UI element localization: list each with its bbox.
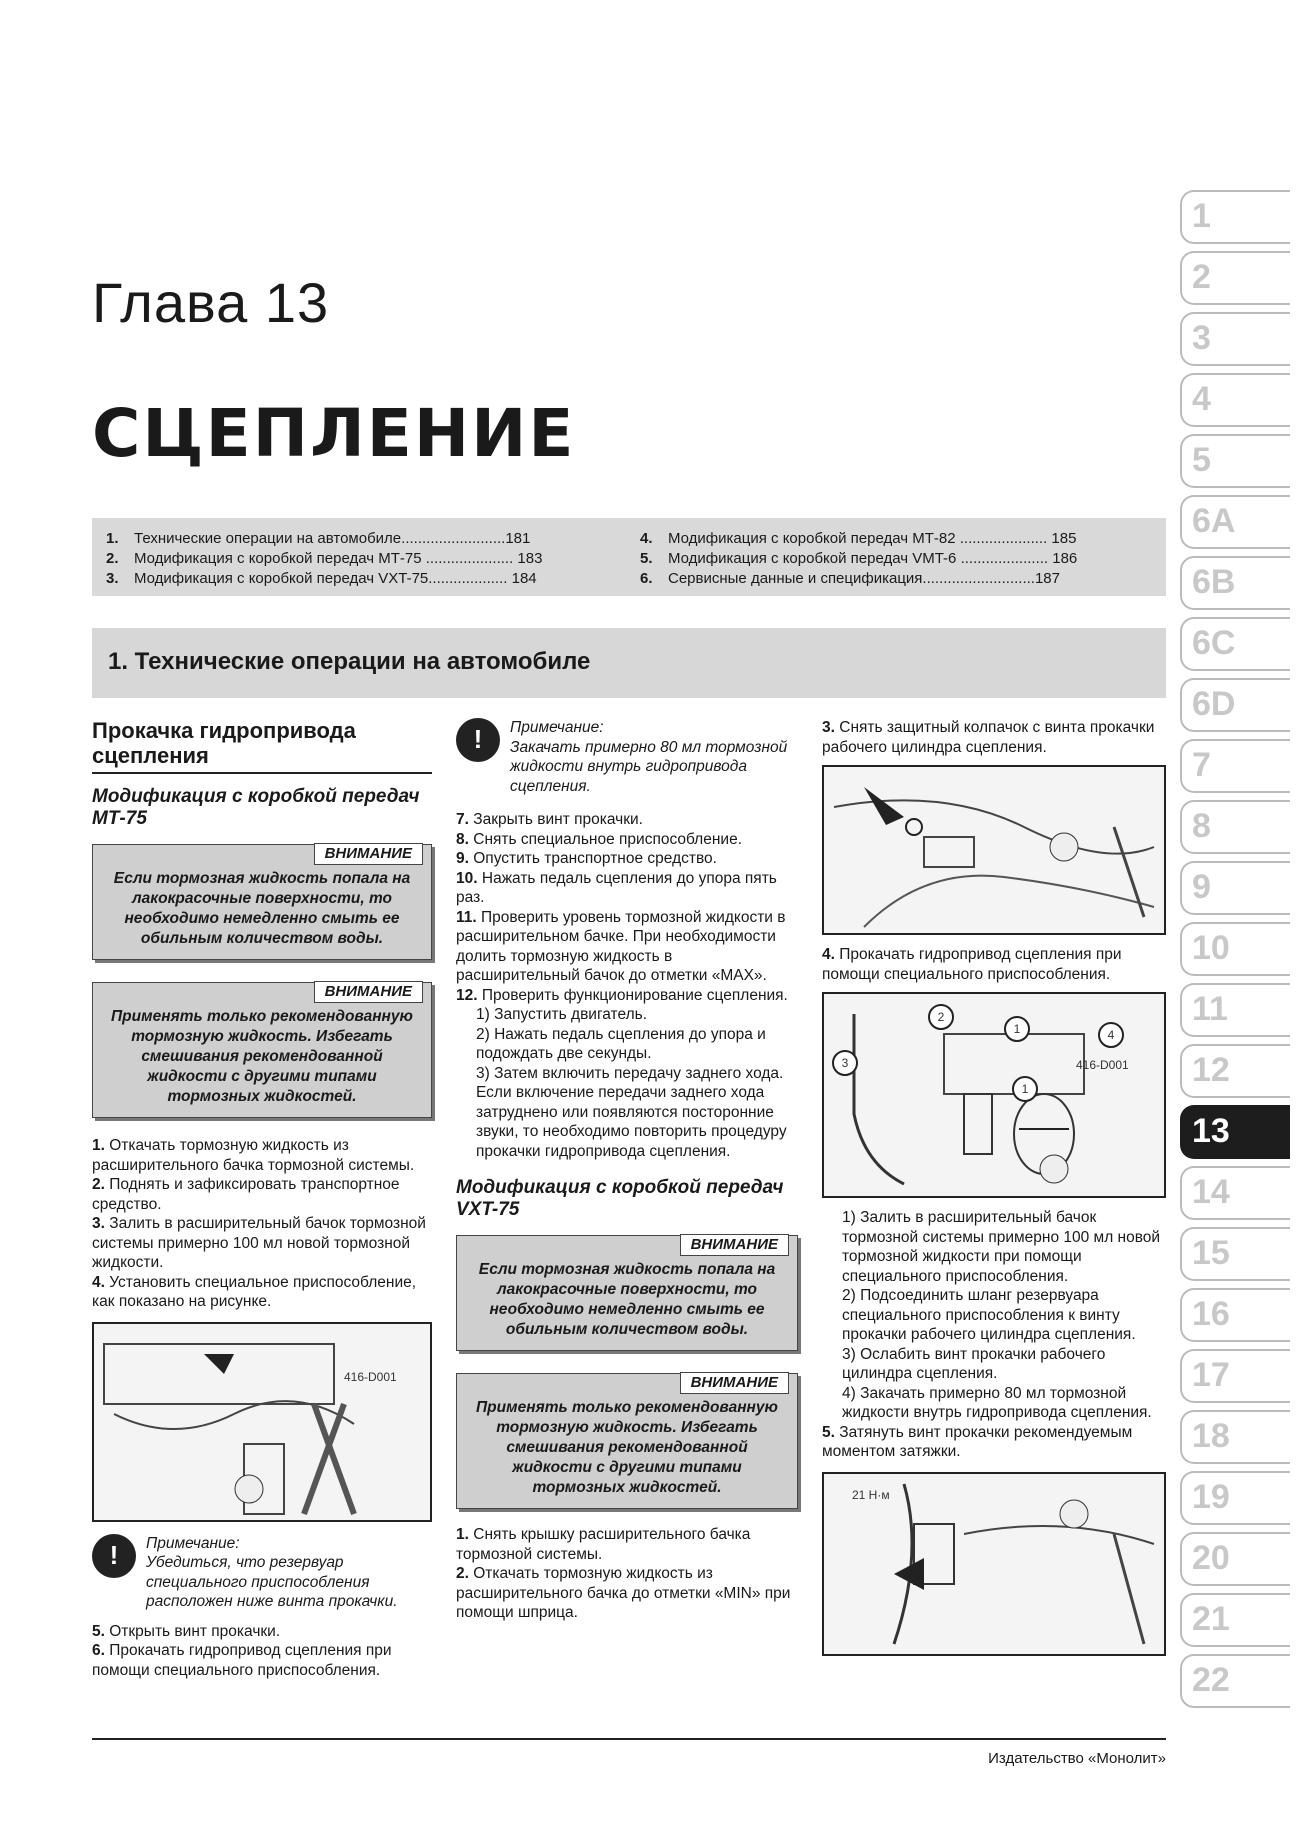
substep: 2) Нажать педаль сцепления до упора и подождать две секунды. (476, 1025, 766, 1062)
table-of-contents (92, 518, 1166, 596)
column-3 (822, 718, 1166, 1656)
chapter-title: СЦЕПЛЕНИЕ (92, 395, 576, 472)
tab-chapter-7[interactable]: 7 (1180, 739, 1290, 793)
note-text: Закачать примерно 80 мл тормозной жидкости внутрь гидропривода сцепления. (510, 738, 788, 795)
step: 12. Проверить функционирование сцепления. (456, 986, 788, 1004)
publisher: Издательство «Монолит» (988, 1750, 1166, 1767)
note-title: Примечание: (510, 719, 604, 736)
substep: 3) Затем включить передачу заднего хода. Если включение передачи заднего хода затруднено или появляются посторонние звуки, то необходимо повторить процедуру прокачки гидропривода сцепления. (476, 1064, 787, 1160)
step: 8. Снять специальное приспособление. (456, 830, 742, 848)
warning-box: ВНИМАНИЕ Если тормозная жидкость попала на лакокрасочные поверхности, то необходимо немедленно смыть ее обильным количеством воды. (456, 1235, 798, 1351)
callout-4: 4 (1098, 1022, 1124, 1048)
figure-bleeder-tool (92, 1322, 432, 1522)
step: 11. Проверить уровень тормозной жидкости в расширительном бачке. При необходимости долить тормозную жидкость в расширительный бачок до отметки «МАХ». (456, 908, 786, 984)
step: 6. Прокачать гидропривод сцепления при помощи специального приспособления. (92, 1642, 392, 1679)
engine-illustration (94, 1324, 432, 1520)
figure-code: 416-D001 (1076, 1058, 1129, 1072)
modification-heading: Модификация с коробкой передач VXT-75 (456, 1177, 784, 1220)
section-header (92, 628, 1166, 698)
tab-chapter-10[interactable]: 10 (1180, 922, 1290, 976)
tab-chapter-18[interactable]: 18 (1180, 1410, 1290, 1464)
step: 10. Нажать педаль сцепления до упора пять раз. (456, 869, 777, 906)
step: 1. Снять крышку расширительного бачка тормозной системы. (456, 1526, 751, 1563)
tab-chapter-12[interactable]: 12 (1180, 1044, 1290, 1098)
warning-box: ВНИМАНИЕ Применять только рекомендованную тормозную жидкость. Избегать смешивания рекомендованной жидкости с другими типами тормозных жидкостей. (92, 982, 432, 1118)
toc-item[interactable]: 3. Модификация с коробкой передач VXT-75................... 184 (106, 570, 537, 587)
tab-chapter-14[interactable]: 14 (1180, 1166, 1290, 1220)
section-title: 1. Технические операции на автомобиле (108, 648, 591, 675)
figure-bleed-cap (822, 765, 1166, 935)
step-list (456, 1525, 798, 1623)
substep: 3) Ослабить винт прокачки рабочего цилиндра сцепления. (842, 1345, 1106, 1382)
step: 4. Прокачать гидропривод сцепления при помощи специального приспособления. (822, 946, 1122, 983)
tab-chapter-16[interactable]: 16 (1180, 1288, 1290, 1342)
column-1 (92, 718, 432, 1680)
note-text: Убедиться, что резервуар специального приспособления расположен ниже винта прокачки. (146, 1554, 398, 1610)
tab-chapter-21[interactable]: 21 (1180, 1593, 1290, 1647)
callout-2: 2 (928, 1004, 954, 1030)
tab-chapter-2[interactable]: 2 (1180, 251, 1290, 305)
step: 9. Опустить транспортное средство. (456, 850, 717, 867)
tab-chapter-22[interactable]: 22 (1180, 1654, 1290, 1708)
tab-chapter-20[interactable]: 20 (1180, 1532, 1290, 1586)
warning-label: ВНИМАНИЕ (314, 981, 423, 1003)
cylinder-illustration (824, 767, 1166, 933)
callout-1: 1 (1004, 1016, 1030, 1042)
figure-torque (822, 1472, 1166, 1656)
callout-1b: 1 (1012, 1076, 1038, 1102)
step-list (822, 1208, 1166, 1462)
tab-chapter-15[interactable]: 15 (1180, 1227, 1290, 1281)
warning-label: ВНИМАНИЕ (680, 1372, 789, 1394)
substep: 1) Запустить двигатель. (476, 1006, 648, 1023)
tab-chapter-6a[interactable]: 6A (1180, 495, 1290, 549)
step: 1. Откачать тормозную жидкость из расширительного бачка тормозной системы. (92, 1137, 415, 1174)
substep: 2) Подсоединить шланг резервуара специального приспособления к винту прокачки рабочего цилиндра сцепления. (842, 1287, 1136, 1343)
step: 2. Откачать тормозную жидкость из расширительного бачка до отметки «MIN» при помощи шприца. (456, 1565, 791, 1621)
step-list (92, 1136, 432, 1312)
substep: 4) Закачать примерно 80 мл тормозной жидкости внутрь гидропривода сцепления. (842, 1384, 1152, 1421)
warning-label: ВНИМАНИЕ (680, 1234, 789, 1256)
note-title: Примечание: (146, 1534, 240, 1552)
step: 5. Открыть винт прокачки. (92, 1622, 281, 1640)
substep: 1) Залить в расширительный бачок тормозной системы примерно 100 мл новой тормозной жидкости при помощи специального приспособления. (842, 1209, 1161, 1285)
callout-3: 3 (832, 1050, 858, 1076)
footer-divider (92, 1738, 1166, 1740)
tab-chapter-11[interactable]: 11 (1180, 983, 1290, 1037)
toc-item[interactable]: 1. Технические операции на автомобиле.........................181 (106, 530, 531, 547)
tab-chapter-8[interactable]: 8 (1180, 800, 1290, 854)
tab-chapter-19[interactable]: 19 (1180, 1471, 1290, 1525)
toc-item[interactable]: 2. Модификация с коробкой передач МТ-75 ..................... 183 (106, 550, 543, 567)
warning-box: ВНИМАНИЕ Применять только рекомендованную тормозную жидкость. Избегать смешивания рекомендованной жидкости с другими типами тормозных жидкостей. (456, 1373, 798, 1509)
column-2 (456, 718, 798, 1623)
step: 3. Снять защитный колпачок с винта прокачки рабочего цилиндра сцепления. (822, 719, 1155, 756)
toc-item[interactable]: 5. Модификация с коробкой передач VMT-6 ..................... 186 (640, 550, 1078, 567)
tab-chapter-17[interactable]: 17 (1180, 1349, 1290, 1403)
toc-item[interactable]: 6. Сервисные данные и спецификация...........................187 (640, 570, 1060, 587)
tab-chapter-9[interactable]: 9 (1180, 861, 1290, 915)
step: 3. Залить в расширительный бачок тормозной системы примерно 100 мл новой тормозной жидкости. (92, 1215, 426, 1271)
info-icon: ! (92, 1534, 136, 1578)
tab-chapter-4[interactable]: 4 (1180, 373, 1290, 427)
note-box (456, 718, 798, 796)
torque-label: 21 Н·м (852, 1487, 890, 1502)
tab-chapter-1[interactable]: 1 (1180, 190, 1290, 244)
toc-item[interactable]: 4. Модификация с коробкой передач МТ-82 ..................... 185 (640, 530, 1077, 547)
info-icon: ! (456, 718, 500, 762)
step: 2. Поднять и зафиксировать транспортное средство. (92, 1176, 400, 1213)
subsection-heading: Прокачка гидропривода сцепления (92, 718, 432, 774)
figure-code: 416-D001 (344, 1369, 397, 1384)
warning-label: ВНИМАНИЕ (314, 843, 423, 865)
modification-heading: Модификация с коробкой передач МТ-75 (92, 786, 420, 829)
warning-box: ВНИМАНИЕ Если тормозная жидкость попала на лакокрасочные поверхности, то необходимо немедленно смыть ее обильным количеством воды. (92, 844, 432, 960)
note-box (92, 1534, 432, 1612)
tab-chapter-6d[interactable]: 6D (1180, 678, 1290, 732)
tab-chapter-5[interactable]: 5 (1180, 434, 1290, 488)
chapter-label: Глава 13 (92, 271, 330, 334)
step: 5. Затянуть винт прокачки рекомендуемым моментом затяжки. (822, 1423, 1133, 1460)
step-list (456, 810, 798, 1161)
figure-bleed-tool-setup (822, 992, 1166, 1198)
tab-chapter-3[interactable]: 3 (1180, 312, 1290, 366)
tab-chapter-6b[interactable]: 6B (1180, 556, 1290, 610)
tab-chapter-6c[interactable]: 6C (1180, 617, 1290, 671)
step: 7. Закрыть винт прокачки. (456, 811, 643, 828)
step-list (92, 1622, 432, 1681)
tab-chapter-13[interactable]: 13 (1180, 1105, 1290, 1159)
step: 4. Установить специальное приспособление, как показано на рисунке. (92, 1273, 417, 1310)
